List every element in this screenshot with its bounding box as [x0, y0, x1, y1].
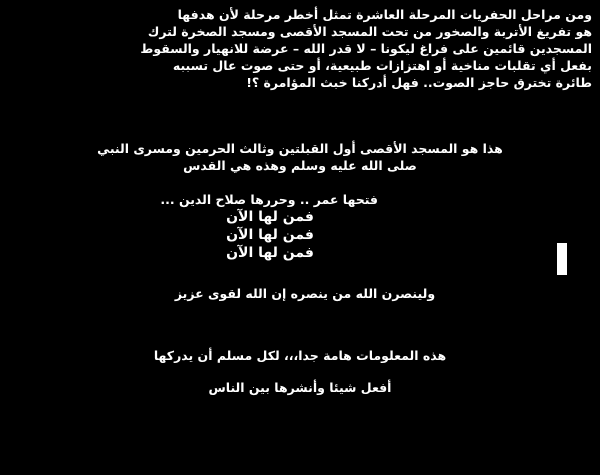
who-now-line: فمن لها الآن: [226, 227, 314, 243]
aqsa-line: صلى الله عليه وسلم وهذه هي القدس: [183, 158, 417, 173]
intro-line: المسجدين قائمين على فراغ ليكونا – لا قدر الله – عرضة للانهيار والسقوط: [140, 41, 592, 56]
aqsa-line: هذا هو المسجد الأقصى أول القبلتين وثالث الحرمين ومسرى النبي: [97, 141, 503, 156]
aqsa-paragraph: [20, 140, 580, 174]
intro-line: هو تفريغ الأتربة والصخور من تحت المسجد الأقصى ومسجد الصخرة لترك: [147, 24, 592, 39]
important-notice: هذه المعلومات هامة جدا،،، لكل مسلم أن يدركها: [153, 348, 447, 363]
intro-paragraph: [12, 6, 592, 91]
intro-line: طائرة تخترق حاجز الصوت.. فهل أدركنا خبث المؤامرة ؟!: [246, 75, 592, 90]
who-now-line: فمن لها الآن: [226, 209, 314, 225]
intro-line: بفعل أي تقلبات مناخية أو اهتزازات طبيعية، أو حتى صوت عال تسببه: [172, 58, 592, 73]
who-now-block: [200, 208, 340, 262]
who-now-line: فمن لها الآن: [226, 245, 314, 261]
spread-call: أفعل شيئا وأنشرها بين الناس: [208, 380, 392, 395]
omar-line: فتحها عمر .. وحررها صلاح الدين ...: [160, 192, 378, 207]
text-cursor: [557, 243, 567, 275]
quran-verse: ولينصرن الله من ينصره إن الله لقوى عزيز: [174, 286, 436, 301]
intro-line: ومن مراحل الحفريات المرحلة العاشرة تمثل أخطر مرحلة لأن هدفها: [177, 7, 592, 22]
